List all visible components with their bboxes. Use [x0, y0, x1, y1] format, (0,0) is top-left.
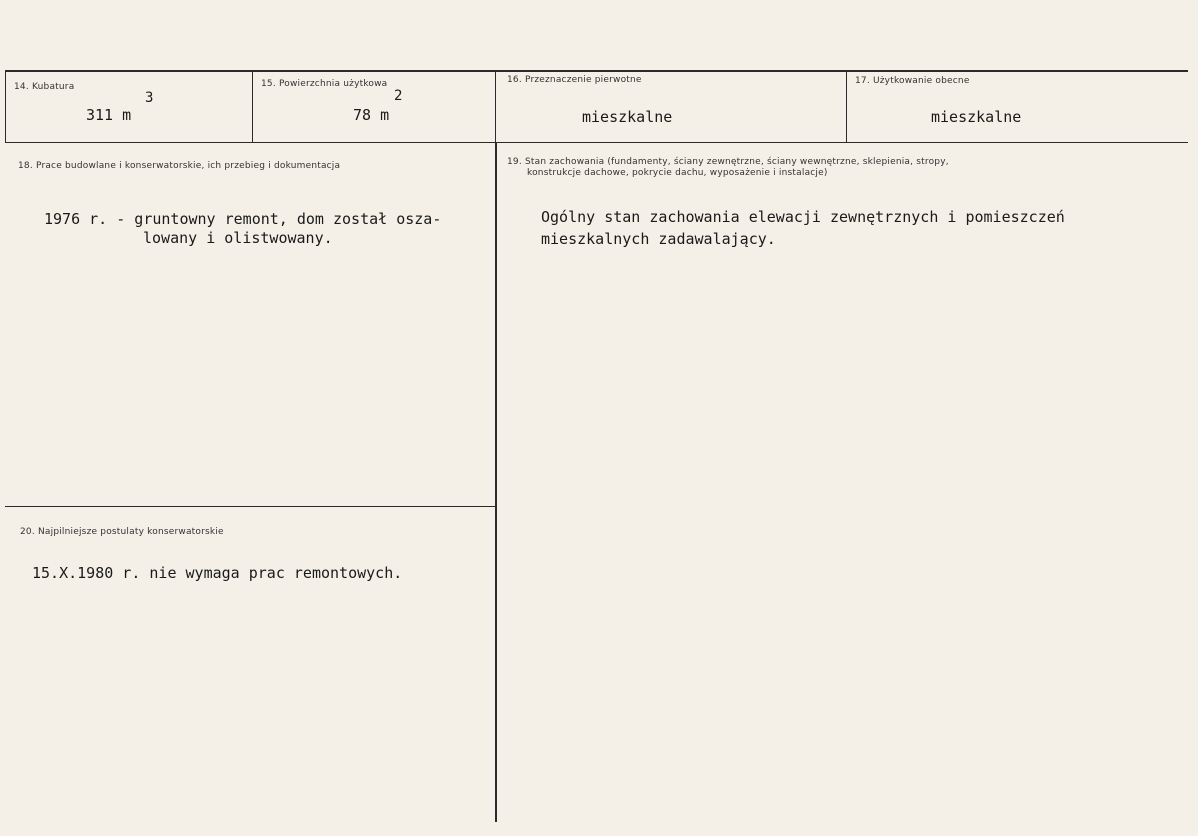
field-16-label: 16. Przeznaczenie pierwotne: [507, 75, 642, 85]
field-18-line-1: 1976 r. - gruntowny remont, dom został osza-: [44, 210, 442, 228]
left-border: [5, 70, 6, 143]
top-rule: [5, 70, 1188, 72]
field-19-line-2: mieszkalnych zadawalający.: [541, 230, 776, 248]
divider-15-16: [495, 70, 496, 143]
divider-16-17: [846, 70, 847, 143]
section-20-top-rule: [5, 506, 495, 507]
field-20-line-1: 15.X.1980 r. nie wymaga prac remontowych.: [32, 564, 403, 582]
field-16-value: mieszkalne: [582, 108, 673, 126]
field-15-value: 78 m: [353, 106, 390, 124]
header-bottom-rule: [5, 142, 1188, 143]
divider-14-15: [252, 70, 253, 143]
field-19-line-1: Ogólny stan zachowania elewacji zewnętrznych i pomieszczeń: [541, 208, 1065, 226]
field-17-label: 17. Użytkowanie obecne: [855, 76, 970, 86]
field-19-label-line-1: 19. Stan zachowania (fundamenty, ściany zewnętrzne, ściany wewnętrzne, sklepienia, stropy,: [507, 157, 949, 167]
field-14-value: 311 m: [86, 106, 132, 124]
field-14-superscript: 3: [145, 90, 154, 106]
field-17-value: mieszkalne: [931, 108, 1022, 126]
field-18-line-2: lowany i olistwowany.: [143, 229, 333, 247]
field-18-label: 18. Prace budowlane i konserwatorskie, ich przebieg i dokumentacja: [18, 161, 341, 171]
divider-main-column: [495, 142, 497, 822]
field-19-label-line-2: konstrukcje dachowe, pokrycie dachu, wyposażenie i instalacje): [527, 168, 828, 178]
field-14-label: 14. Kubatura: [14, 82, 75, 92]
field-15-label: 15. Powierzchnia użytkowa: [261, 79, 388, 89]
field-20-label: 20. Najpilniejsze postulaty konserwatorskie: [20, 527, 224, 537]
field-15-superscript: 2: [394, 88, 403, 104]
